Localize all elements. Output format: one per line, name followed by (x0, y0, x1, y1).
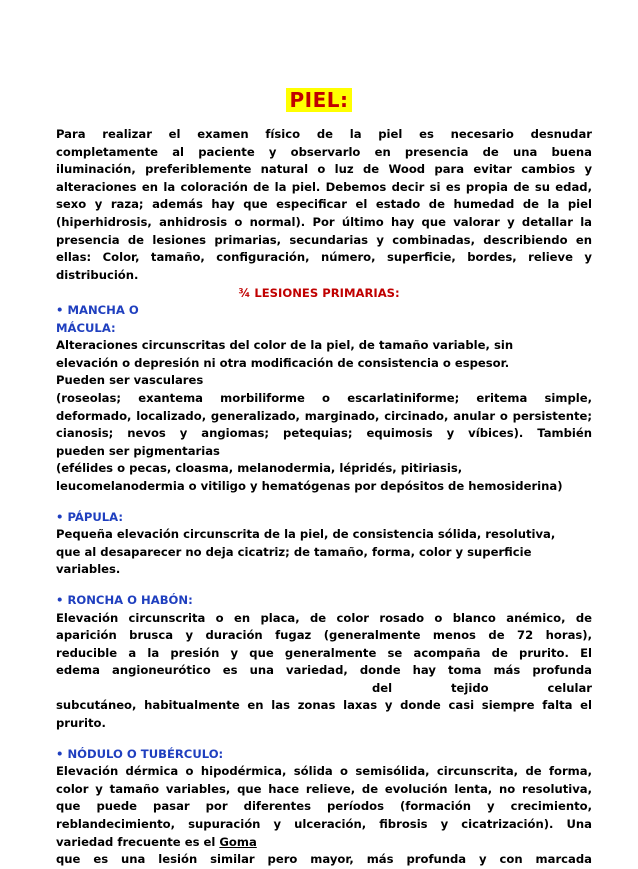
mancha-line: (roseolas; exantema morbiliforme o escarlatiniforme; eritema simple, (56, 390, 592, 405)
nodulo-line: que puede pasar por diferentes períodos (formación y crecimiento, (56, 799, 592, 814)
goma-term: Goma (219, 834, 257, 849)
mancha-line: Alteraciones circunscritas del color de la piel, de tamaño variable, sin (56, 338, 514, 353)
mancha-line: deformado, localizado, generalizado, marginado, circinado, anular o persistente; (56, 408, 592, 423)
roncha-line: aparición brusca y duración fugaz (generalmente menos de 72 horas), (56, 628, 592, 643)
mancha-heading-line2: MÁCULA: (56, 320, 116, 335)
mancha-heading-line1: • MANCHA O (56, 303, 139, 317)
nodulo-line: reblandecimiento, supuración y ulceración, fibrosis y cicatrización). Una (56, 817, 592, 832)
roncha-line: Elevación circunscrita o en placa, de color rosado o blanco anémico, de (56, 610, 592, 625)
roncha-line: del tejido celular (372, 680, 592, 695)
roncha-line: prurito. (56, 716, 106, 731)
section-heading: ¾ LESIONES PRIMARIAS: (238, 286, 400, 300)
intro-line: (hiperhidrosis, anhidrosis o normal). Por último hay que valorar y detallar la (56, 214, 592, 229)
roncha-heading: • RONCHA O HABÓN: (56, 592, 193, 607)
nodulo-goma-prefix: variedad frecuente es el (56, 834, 220, 849)
roncha-line: edema angioneurótico es una variedad, donde hay toma más profunda (56, 663, 592, 678)
intro-line: iluminación, preferiblemente natural o luz de Wood para evitar cambios y (56, 162, 592, 177)
mancha-line: cianosis; nevos y angiomas; petequias; equimosis y víbices). También (56, 426, 592, 441)
intro-line: ellas: Color, tamaño, configuración, número, superficie, bordes, relieve y (56, 250, 592, 265)
nodulo-heading: • NÓDULO O TUBÉRCULO: (56, 746, 224, 761)
mancha-line: Pueden ser vasculares (56, 373, 204, 388)
roncha-line: subcutáneo, habitualmente en las zonas laxas y donde casi siempre falta el (56, 698, 592, 713)
roncha-line: reducible a la presión y que generalmente se acompaña de prurito. El (56, 645, 592, 660)
mancha-line: (efélides o pecas, cloasma, melanodermia, lépridés, pitiriasis, (56, 461, 463, 476)
nodulo-line: Elevación dérmica o hipodérmica, sólida o semisólida, circunscrita, de forma, (56, 764, 592, 779)
nodulo-line: color y tamaño variables, que hace relieve, de evolución lenta, no resolutiva, (56, 781, 592, 796)
page-title-text: PIEL: (286, 88, 351, 112)
intro-line: sexo y raza; además hay que especificar el estado de humedad de la piel (56, 197, 592, 212)
papula-line: variables. (56, 562, 121, 577)
page-title (0, 88, 638, 112)
papula-line: Pequeña elevación circunscrita de la piel, de consistencia sólida, resolutiva, (56, 527, 556, 542)
papula-line: que al desaparecer no deja cicatriz; de tamaño, forma, color y superficie (56, 544, 532, 559)
nodulo-line: que es una lesión similar pero mayor, más profunda y con marcada (56, 852, 592, 867)
intro-line: alteraciones en la coloración de la piel. Debemos decir si es propia de su edad, (56, 179, 592, 194)
mancha-line: pueden ser pigmentarias (56, 443, 220, 458)
nodulo-goma-line (56, 834, 592, 852)
mancha-line: leucomelanodermia o vitiligo y hematógenas por depósitos de hemosiderina) (56, 478, 563, 493)
mancha-line: elevación o depresión ni otra modificación de consistencia o espesor. (56, 355, 510, 370)
intro-line: distribución. (56, 267, 139, 282)
intro-line: Para realizar el examen físico de la piel es necesario desnudar (56, 127, 592, 141)
intro-line: presencia de lesiones primarias, secundarias y combinadas, describiendo en (56, 232, 592, 247)
lesions-content (56, 302, 592, 869)
papula-heading: • PÁPULA: (56, 509, 123, 524)
intro-line: completamente al paciente y observarlo en presencia de una buena (56, 144, 592, 159)
intro-paragraph (56, 126, 592, 284)
